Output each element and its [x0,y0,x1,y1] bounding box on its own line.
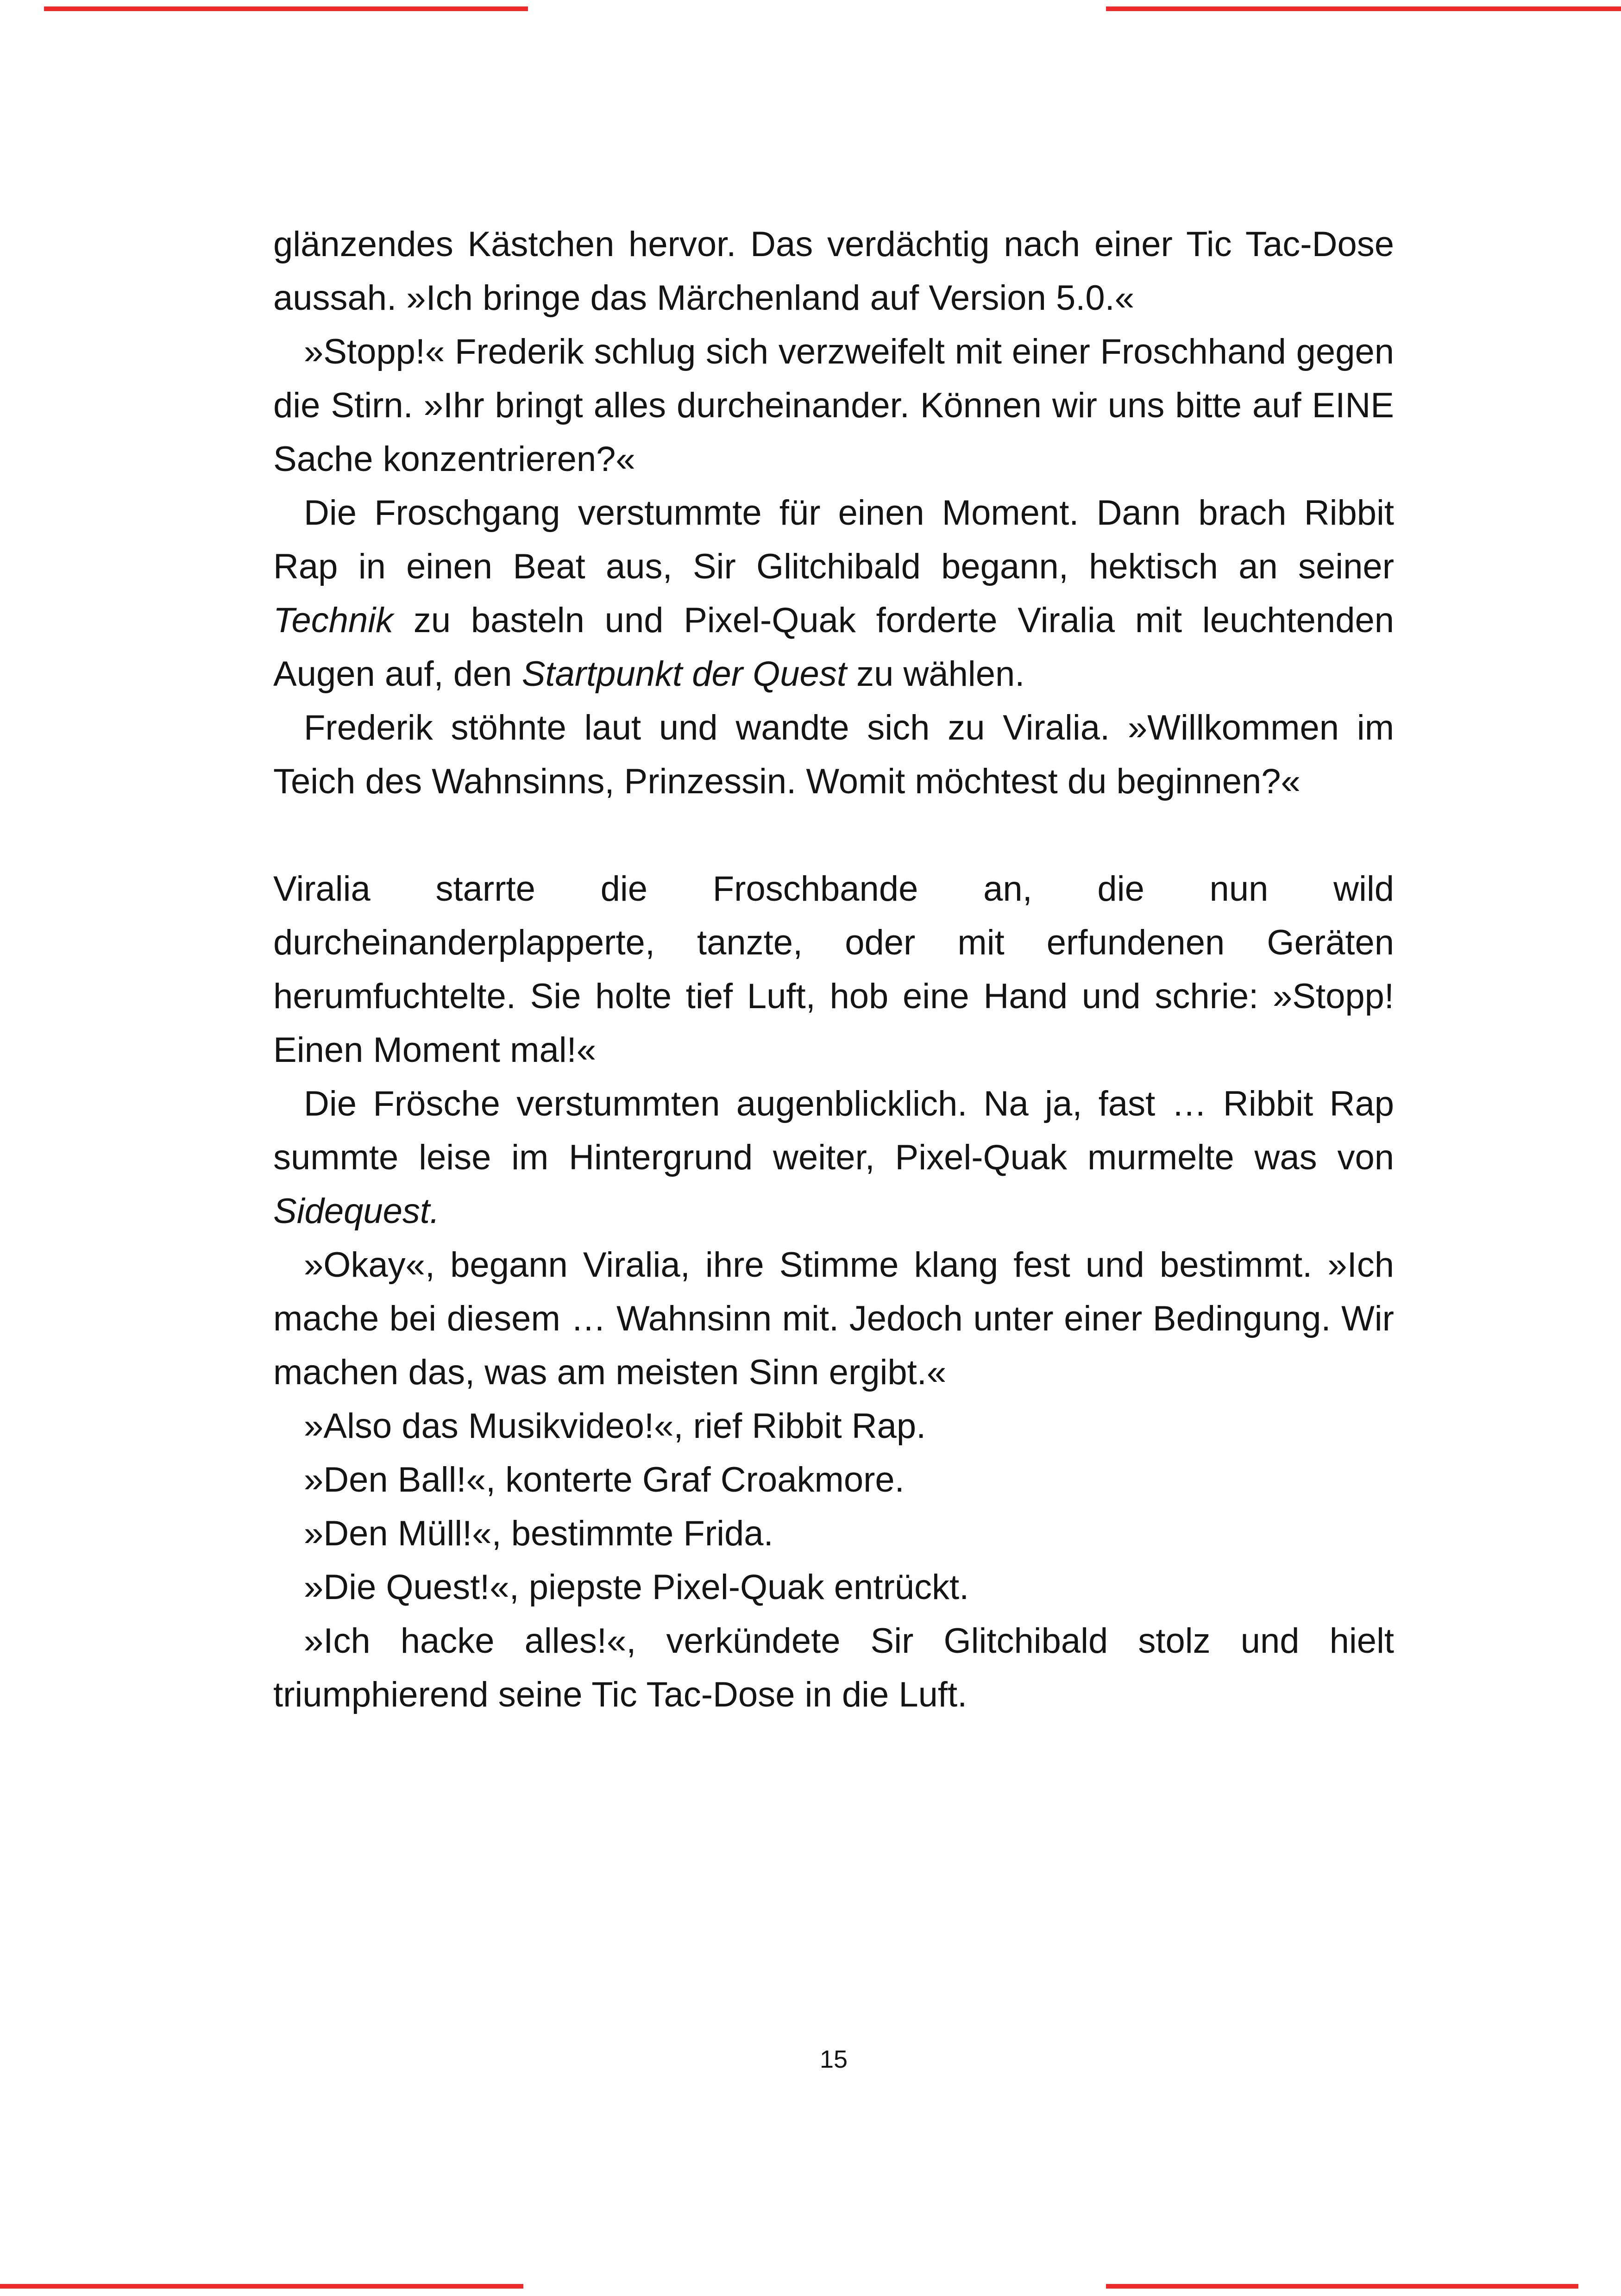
text-run: Frederik stöhnte laut und wandte sich zu Viralia. »Willkommen im Teich des Wahnsinns, Prinzessin. Womit möchtest du beginnen?« [273,708,1394,801]
page-number: 15 [819,2045,848,2073]
paragraph [273,325,1394,486]
paragraph [273,1399,1394,1453]
text-run: »Ich hacke alles!«, verkündete Sir Glitchibald stolz und hielt triumphierend seine Tic Tac-Dose in die Luft. [273,1621,1394,1714]
paragraph [273,1614,1394,1722]
text-run: »Stopp!« Frederik schlug sich verzweifelt mit einer Froschhand gegen die Stirn. »Ihr bringt alles durcheinander. Können wir uns bitte auf EINE Sache konzentrieren?« [273,332,1394,479]
text-run: »Den Ball!«, konterte Graf Croakmore. [304,1460,905,1499]
page-border-mark-top-left [44,6,528,11]
text-run: Die Frösche verstummten augenblicklich. Na ja, fast … Ribbit Rap summte leise im Hintergrund weiter, Pixel-Quak murmelte was von [273,1084,1394,1177]
text-run: zu basteln und Pixel-Quak forderte Viralia mit leuchtenden Augen auf, den [273,601,1394,694]
text-run: »Die Quest!«, piepste Pixel-Quak entrückt. [304,1568,969,1607]
text-run-italic: Technik [273,601,394,640]
paragraph [273,1561,1394,1614]
text-run: Die Froschgang verstummte für einen Moment. Dann brach Ribbit Rap in einen Beat aus, Sir Glitchibald begann, hektisch an seiner [273,493,1394,586]
paragraph [273,1238,1394,1399]
paragraph [273,218,1394,325]
paragraph [273,1077,1394,1238]
text-block [273,218,1394,1722]
text-run: Viralia starrte die Froschbande an, die nun wild durcheinanderplapperte, tanzte, oder mit erfundenen Geräten herumfuchtelte. Sie holte tief Luft, hob eine Hand und schrie: »Stopp! Einen Moment mal!« [273,869,1394,1070]
paragraph [273,486,1394,701]
text-run: »Okay«, begann Viralia, ihre Stimme klang fest und bestimmt. »Ich mache bei diesem … Wahnsinn mit. Jedoch unter einer Bedingung. Wir machen das, was am meisten Sinn ergibt.« [273,1245,1394,1392]
paragraph [273,1453,1394,1507]
text-run: »Also das Musikvideo!«, rief Ribbit Rap. [304,1406,926,1446]
text-run-italic: Startpunkt der Quest [521,654,847,694]
paragraph [273,701,1394,809]
text-run: »Den Müll!«, bestimmte Frida. [304,1514,773,1553]
page-border-mark-bottom-right [1106,2284,1578,2289]
text-run: glänzendes Kästchen hervor. Das verdächtig nach einer Tic Tac-Dose aussah. »Ich bringe das Märchenland auf Version 5.0.« [273,225,1394,318]
page-border-mark-bottom-left [0,2284,523,2289]
text-run-italic: Sidequest. [273,1192,440,1231]
paragraph [273,862,1394,1077]
paragraph [273,1507,1394,1561]
page-border-mark-top-right [1106,6,1621,11]
text-run: zu wählen. [846,654,1025,694]
